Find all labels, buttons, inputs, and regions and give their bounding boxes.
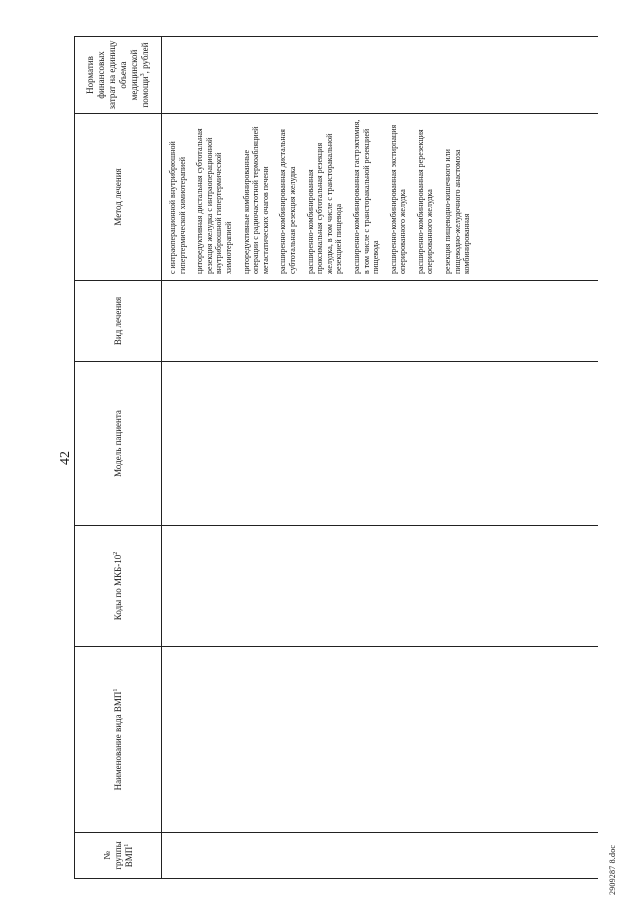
header-group-number: № группы ВМП$^1$ <box>75 833 162 879</box>
method-item: циторедуктивная дистальная субтотальная резекция желудка с интраоперационной внутрибрюшной гипертермической химиотерапией <box>195 128 233 274</box>
method-item: расширенно-комбинированная дистальная субтотальная резекция желудка <box>278 129 297 274</box>
header-treatment-kind: Вид лечения <box>75 281 162 362</box>
header-financial-norm: Норматив финансовых затрат на единицу объема медицинской помощи$^3$, рублей <box>75 37 162 114</box>
method-item: расширенно-комбинированная экстирпация оперированного желудка <box>388 124 408 274</box>
cell-treatment-kind <box>162 281 599 362</box>
cell-treatment-methods <box>162 114 599 281</box>
header-mkb-codes: Коды по МКБ-$10^2$ <box>75 526 162 647</box>
cell-group-number <box>162 833 599 879</box>
method-item: резекция пищеводно-кишечного или пищеводно-желудочного анастомоза комбинированная <box>443 149 472 274</box>
vmp-table <box>74 36 598 879</box>
method-item: расширенно-комбинированная гастрэктомия, в том числе с трансторакальной резекцией пищевода <box>351 119 381 274</box>
cell-patient-model <box>162 362 599 526</box>
table-row <box>162 37 599 879</box>
cell-vmp-name <box>162 647 599 833</box>
header-treatment-method: Метод лечения <box>75 114 162 281</box>
method-item: расширенно-комбинированная проксимальная субтотальная резекция желудка, в том числе с трансторакальной резекцией пищевода <box>305 133 344 274</box>
header-vmp-name: Наименование вида ВМП$^1$ <box>75 647 162 833</box>
method-item: с интраоперационной внутрибрюшной гипертермической химиотерапией <box>168 141 187 274</box>
header-patient-model: Модель пациента <box>75 362 162 526</box>
table-header-row <box>75 37 162 879</box>
cell-financial-norm <box>162 37 599 114</box>
document-footer-code: 2909287 8.doc <box>608 844 617 895</box>
cell-mkb-codes <box>162 526 599 647</box>
method-item: циторедуктивные комбинированные операции с радиочастотной термоабляцией метастатических очагов печени <box>241 126 270 274</box>
method-item: расширенно-комбинированная ререзекция оперированного желудка <box>415 129 435 274</box>
page-number: 42 <box>58 451 73 465</box>
